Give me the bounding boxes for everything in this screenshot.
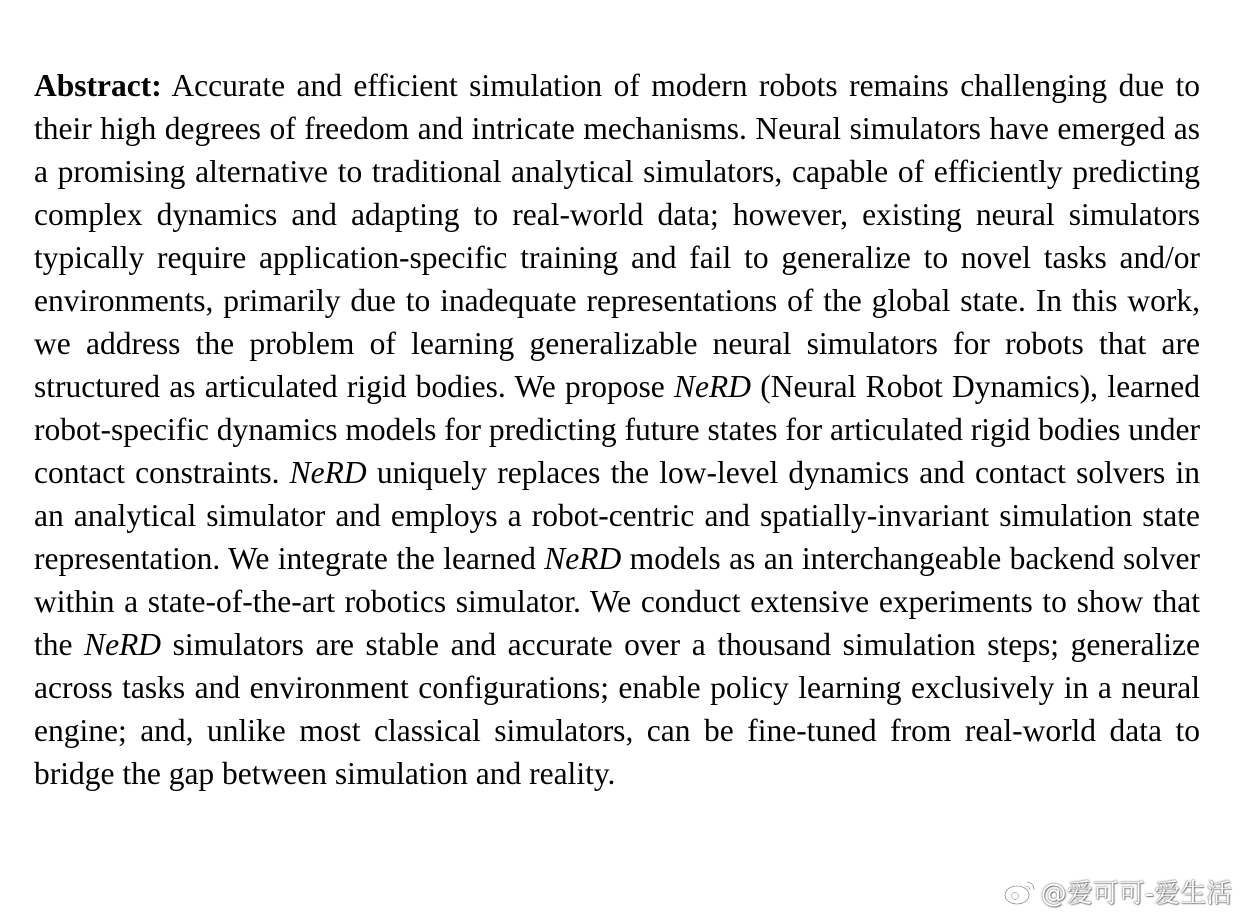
abstract-label: Abstract: — [34, 68, 162, 103]
watermark-text: @爱可可-爱生活 — [1040, 879, 1232, 909]
nerd-term: NeRD — [673, 369, 751, 404]
watermark — [1003, 873, 1232, 910]
abstract-text: models as an interchangeable backend solver within a state-of-the-art robotics simulator. We conduct extensive experiments to show that the — [34, 541, 1200, 662]
nerd-term: NeRD — [289, 455, 367, 490]
nerd-term: NeRD — [84, 627, 162, 662]
abstract-text: simulators are stable and accurate over a thousand simulation steps; generalize across tasks and environment configurations; enable policy learning exclusively in a neural engine; and, unlike most classical simulators, can be fine-tuned from real-world data to bridge the gap between simulation and reality. — [34, 627, 1200, 791]
abstract-paragraph — [34, 64, 1200, 795]
weibo-icon — [1003, 878, 1037, 906]
abstract-text: Accurate and efficient simulation of modern robots remains challenging due to their high degrees of freedom and intricate mechanisms. Neural simulators have emerged as a promising alternative to traditional analytical simulators, capable of efficiently predicting complex dynamics and adapting to real-world data; however, existing neural simulators typically require application-specific training and fail to generalize to novel tasks and/or environments, primarily due to inadequate representations of the global state. In this work, we address the problem of learning generalizable neural simulators for robots that are structured as articulated rigid bodies. We propose — [34, 68, 1200, 404]
nerd-term: NeRD — [544, 541, 622, 576]
abstract-text: uniquely replaces the low-level dynamics and contact solvers in an analytical simulator and employs a robot-centric and spatially-invariant simulation state representation. We integrate the learned — [34, 455, 1200, 576]
abstract-text: (Neural Robot Dynamics), learned robot-specific dynamics models for predicting future states for articulated rigid bodies under contact constraints. — [34, 369, 1201, 490]
